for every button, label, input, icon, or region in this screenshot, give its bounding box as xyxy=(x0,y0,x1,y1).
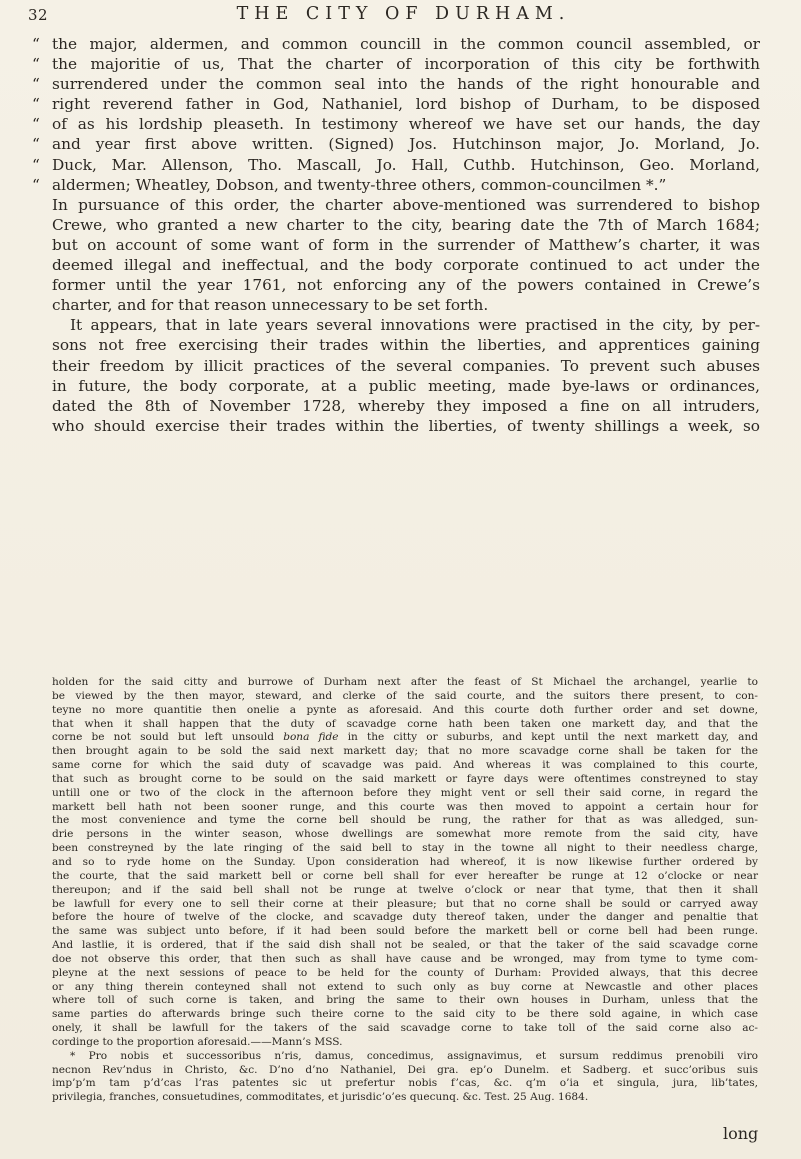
footnote-line: And lastlie, it is ordered, that if the said dish shall not be sealed, or that the taker of the said scavadge corne xyxy=(52,939,758,952)
text-line xyxy=(52,315,760,335)
footnote-line: or any thing therein conteyned shall not extend to such only as buy corne at Newcastle and other places xyxy=(52,980,758,993)
text-line xyxy=(52,396,760,416)
text-line xyxy=(32,134,760,154)
quotation-mark: “ xyxy=(32,35,40,53)
page-header xyxy=(28,4,779,32)
footnote-line: thereupon; and if the said bell shall not be runge at twelve o’clock or near that tyme, that then it shall xyxy=(52,883,758,896)
text-line xyxy=(32,54,760,74)
text-line xyxy=(52,335,760,355)
line-text: deemed illegal and ineffectual, and the body corporate continued to act under the xyxy=(52,256,760,275)
line-text: the majoritie of us, That the charter of incorporation of this city be forthwith xyxy=(52,55,760,74)
footnote-line: and so to ryde home on the Sunday. Upon consideration had whereof, it is now likewise further ordered by xyxy=(52,855,758,868)
quotation-mark: “ xyxy=(32,175,40,194)
footnote-line: be lawfull for every one to sell their corne at their pleasure; but that no corne shall be sould or carryed away xyxy=(52,897,758,910)
footnote-line: privilegia, franches, consuetudines, commoditates, et jurisdic’o’es quecunq. &c. Test. 25 Aug. 1684. xyxy=(52,1091,589,1104)
quotation-mark: “ xyxy=(32,75,40,94)
text-line xyxy=(52,195,760,215)
footnote-line: before the houre of twelve of the clocke, and scavadge duty thereof taken, under the danger and penaltie that xyxy=(52,911,758,924)
quotation-mark: “ xyxy=(32,155,40,174)
line-text: In pursuance of this order, the charter above-mentioned was surrendered to bishop xyxy=(52,195,760,214)
line-text: and year first above written. (Signed) Jos. Hutchinson major, Jo. Morland, Jo. xyxy=(52,135,760,154)
footnote-line: markett bell hath not been sooner runge, and this courte was then moved to appoint a certain hour for xyxy=(52,800,758,813)
footnote-line: the same was subject unto before, if it had been sould before the markett bell or corne bell had been runge. xyxy=(52,925,758,938)
footnote-line: untill one or two of the clock in the afternoon before they might vent or sell their said corne, in regard the xyxy=(52,786,758,799)
footnote-line: pleyne at the next sessions of peace to be held for the county of Durham: Provided always, that this decree xyxy=(52,966,758,979)
catchword: long xyxy=(723,1124,759,1143)
footnote-line: drie persons in the winter season, whose dwellings are somewhat more remote from the said city, have xyxy=(52,828,758,841)
text-line xyxy=(52,255,760,275)
main-text-block xyxy=(32,34,760,436)
line-text: but on account of some want of form in the surrender of Matthew’s charter, it was xyxy=(52,235,760,254)
page-number: 32 xyxy=(28,6,49,24)
line-text: sons not free exercising their trades within the liberties, and apprentices gaining xyxy=(52,336,760,355)
footnote-line: the most convenience and tyme the corne bell should be rung, the rather for that as was alledged, sun- xyxy=(52,814,758,827)
footnote-block xyxy=(52,676,758,1105)
quotation-mark: “ xyxy=(32,55,40,74)
text-line xyxy=(52,275,760,295)
footnote-line: cordinge to the proportion aforesaid.——Mann’s MSS. xyxy=(52,1035,343,1048)
footnote-line: then brought again to be sold the said next markett day; that no more scavadge corne shall be taken for the xyxy=(52,745,758,758)
footnote-line: necnon Rev’ndus in Christo, &c. D’no d’no Nathaniel, Dei gra. ep’o Dunelm. et Sadberg. et succ’oribus suis xyxy=(52,1063,758,1076)
footnote-line: imp’p’m tam p’d’cas l’ras patentes sic ut prefertur nobis f’cas, &c. q’m o’ia et singula, jura, lib’tates, xyxy=(52,1077,758,1090)
line-text: charter, and for that reason unnecessary to be set forth. xyxy=(52,296,489,315)
footnote-line: where toll of such corne is taken, and bring the same to their own houses in Durham, unless that the xyxy=(52,994,758,1007)
line-text: in future, the body corporate, at a public meeting, made bye-laws or ordinances, xyxy=(52,376,760,395)
footnote-line: the courte, that the said markett bell or corne bell shall for ever hereafter be runge at 12 o’clocke or near xyxy=(52,869,758,882)
line-text: Crewe, who granted a new charter to the city, bearing date the 7th of March 1684; xyxy=(52,215,760,234)
line-text: who should exercise their trades within the liberties, of twenty shillings a week, so xyxy=(52,416,760,435)
footnote-line: teyne no more quantitie then onelie a pynte as aforesaid. And this courte doth further order and set downe, xyxy=(52,703,758,716)
footnote-line: same parties do afterwards bringe such theire corne to the said city to be there sold againe, in which case xyxy=(52,1008,758,1021)
footnote-line: * Pro nobis et successoribus n’ris, damus, concedimus, assignavimus, et sursum reddimus prenobili viro xyxy=(70,1049,758,1062)
line-text: aldermen; Wheatley, Dobson, and twenty-three others, common-councilmen *.” xyxy=(52,175,667,194)
text-line xyxy=(32,155,760,175)
text-line xyxy=(32,94,760,114)
text-line xyxy=(52,215,760,235)
line-text: It appears, that in late years several innovations were practised in the city, by per- xyxy=(70,316,760,335)
line-text: surrendered under the common seal into the hands of the right honourable and xyxy=(52,75,760,94)
text-line xyxy=(52,376,760,396)
text-line xyxy=(32,114,760,134)
footnote-line: corne be not sould but left unsould bona fide in the citty or suburbs, and kept until the next markett day, and xyxy=(52,731,758,744)
quotation-mark: “ xyxy=(32,95,40,114)
line-text: right reverend father in God, Nathaniel, lord bishop of Durham, to be disposed xyxy=(52,95,760,114)
quotation-mark: “ xyxy=(32,115,40,134)
line-text: dated the 8th of November 1728, whereby they imposed a fine on all intruders, xyxy=(52,396,760,415)
text-line xyxy=(52,295,760,315)
quotation-mark: “ xyxy=(32,135,40,154)
text-line xyxy=(32,74,760,94)
footnote-line: doe not observe this order, that then such as shall have cause and be wronged, may from tyme to tyme com- xyxy=(52,952,758,965)
line-text: Duck, Mar. Allenson, Tho. Mascall, Jo. Hall, Cuthb. Hutchinson, Geo. Morland, xyxy=(52,155,760,174)
line-text: of as his lordship pleaseth. In testimony whereof we have set our hands, the day xyxy=(52,115,760,134)
text-line xyxy=(32,175,760,195)
footnote-line: same corne for which the said duty of scavadge was paid. And whereas it was complained to this courte, xyxy=(52,759,758,772)
text-line xyxy=(32,34,760,54)
line-text: the major, aldermen, and common councill in the common council assembled, or xyxy=(52,35,760,53)
footnote-line: that such as brought corne to be sould on the said markett or fayre days were oftentimes constreyned to stay xyxy=(52,772,758,785)
footnote-line: onely, it shall be lawfull for the takers of the said scavadge corne to take toll of the said corne also ac- xyxy=(52,1022,758,1035)
footnote-line: been constreyned by the late ringing of the said bell to stay in the towne all night to their needless charge, xyxy=(52,842,758,855)
footnote-line: be viewed by the then mayor, steward, and clerke of the said courte, and the suitors there present, to con- xyxy=(52,689,758,702)
footnote-line: that when it shall happen that the duty of scavadge corne hath been taken one markett day, and that the xyxy=(52,717,758,730)
line-text: former until the year 1761, not enforcing any of the powers contained in Crewe’s xyxy=(52,276,760,295)
text-line xyxy=(52,235,760,255)
running-title: THE CITY OF DURHAM. xyxy=(236,4,571,24)
text-line xyxy=(52,356,760,376)
line-text: their freedom by illicit practices of the several companies. To prevent such abuses xyxy=(52,356,760,375)
text-line xyxy=(52,416,760,436)
footnote-line: holden for the said citty and burrowe of Durham next after the feast of St Michael the archangel, yearlie to xyxy=(52,676,758,688)
